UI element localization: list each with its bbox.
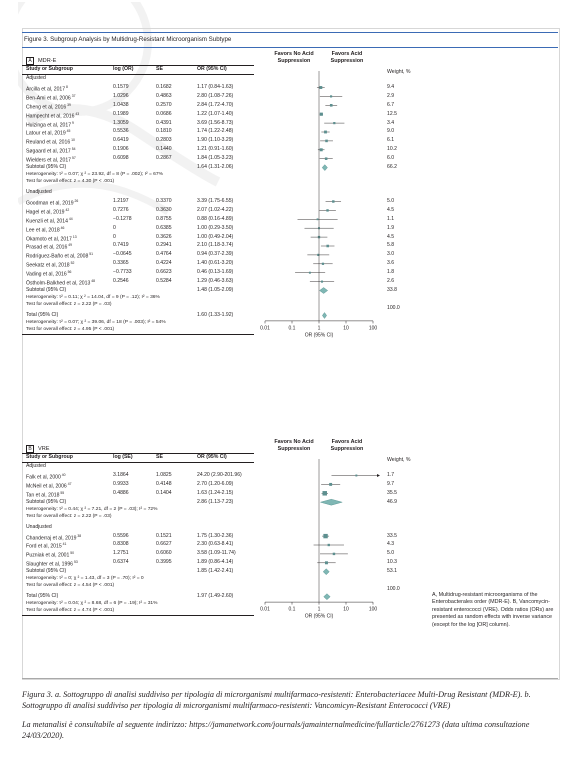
reference-number: 42 (64, 207, 70, 212)
reference-number: 43 (74, 111, 80, 116)
subtotal-label: Subtotal (95% CI) (26, 286, 67, 293)
effect-value: 0.1906 (113, 146, 129, 153)
reference-number: 45 (65, 129, 71, 134)
se-value: 0.2941 (156, 242, 172, 249)
reference-number: 53 (73, 560, 78, 565)
or-ci-value: 1.00 (0.49-2.04) (197, 233, 234, 240)
se-value: 0.6627 (156, 541, 172, 548)
reference-number: 52 (69, 261, 75, 266)
or-ci-value: 2.10 (1.18-3.74) (197, 242, 234, 249)
study-label: McNeil et al, 2006 (26, 483, 67, 490)
effect-value: 0.8308 (113, 541, 129, 548)
or-ci-value: 0.94 (0.37-2.39) (197, 251, 234, 258)
se-value: 1.0825 (156, 471, 172, 478)
reference-number: 44 (67, 216, 73, 221)
reference-number: 54 (70, 147, 76, 152)
or-ci-value: 1.22 (1.07-1.40) (197, 110, 234, 117)
weight-value: 9.7 (387, 480, 395, 487)
ci-arrow (377, 474, 380, 477)
or-ci-value: 0.46 (0.13-1.69) (197, 269, 234, 276)
se-value: 0.1404 (156, 489, 172, 496)
weight-value: 35.5 (387, 489, 397, 496)
weight-value: 1.7 (387, 471, 395, 478)
weight-value: 10.2 (387, 146, 397, 153)
or-ci-value: 2.30 (0.63-8.41) (197, 541, 234, 548)
reference-number: 46 (59, 225, 65, 230)
figure-caption-italian (22, 690, 562, 741)
total-overall-effect: Test for overall effect: z = 4.95 (P < .001) (26, 326, 115, 332)
group-label: Adjusted (26, 463, 46, 469)
study-label: Hagel et al, 2019 (26, 209, 65, 216)
effect-marker (326, 209, 328, 211)
total-weight: 100.0 (387, 586, 400, 593)
weight-column-header: Weight, % (387, 69, 411, 75)
effect-value: 0.6098 (113, 155, 129, 162)
se-value: 0.4391 (156, 119, 172, 126)
study-label: Rodríguez-Baño et al, 2008 (26, 253, 89, 260)
weight-value: 3.4 (387, 119, 395, 126)
or-ci-value: 1.90 (1.10-3.29) (197, 137, 234, 144)
subtotal-weight: 53.1 (387, 568, 397, 575)
reference-number: 39 (66, 102, 71, 107)
subtotal-ci: 2.86 (1.13-7.23) (197, 498, 234, 505)
total-weight: 100.0 (387, 304, 400, 311)
weight-value: 12.5 (387, 110, 397, 117)
overall-effect-test: Test for overall effect: z = 2.22 (P = .03) (26, 301, 112, 307)
or-ci-value: 1.89 (0.86-4.14) (197, 559, 234, 566)
weight-value: 1.8 (387, 269, 395, 276)
se-value: 0.1810 (156, 128, 172, 135)
effect-value: 0.7276 (113, 206, 129, 213)
effect-marker (328, 544, 330, 546)
favors-acid-label: Favors Acid Suppression (330, 439, 364, 452)
favors-no-acid-label: Favors No Acid Suppression (274, 51, 314, 64)
heterogeneity-stat: Heterogeneity: τ² = 0.11; χ ² = 14.04, df = 9 (P = .12); I² = 36% (26, 294, 160, 300)
se-value: 0.8755 (156, 215, 172, 222)
study-label: Wielders et al, 2017 (26, 157, 72, 164)
or-ci-value: 3.69 (1.56-8.73) (197, 119, 234, 126)
reference-number: 51 (88, 252, 94, 257)
subtotal-label: Subtotal (95% CI) (26, 164, 67, 170)
pooled-diamond (323, 569, 329, 575)
effect-marker (324, 131, 327, 134)
pooled-diamond (320, 499, 342, 505)
x-tick-label: 100 (368, 325, 378, 332)
weight-value: 10.3 (387, 559, 397, 566)
x-tick-label: 10 (343, 325, 349, 332)
group-label: Unadjusted (26, 523, 52, 530)
total-heterogeneity: Heterogeneity: τ² = 0.07; χ ² = 39.06, df = 18 (P = .003); I² = 54% (26, 319, 166, 325)
reference-number: 48 (90, 279, 95, 283)
total-overall-effect: Test for overall effect: z = 4.74 (P < .001) (26, 608, 115, 614)
effect-value: 0.5596 (113, 532, 129, 539)
heterogeneity-stat: Heterogeneity: τ² = 0.44; χ ² = 7.21, df = 2 (P = .03); I² = 72% (26, 506, 158, 512)
effect-value: 0.7419 (113, 242, 129, 249)
subtotal-ci: 1.85 (1.42-2.41) (197, 568, 234, 575)
effect-marker (320, 148, 323, 151)
weight-value: 2.9 (387, 92, 395, 99)
effect-marker (333, 122, 335, 124)
weight-value: 9.0 (387, 128, 395, 135)
effect-value: 1.0438 (113, 101, 129, 108)
study-label: Kuenzli et al, 2014 (26, 218, 68, 225)
effect-value: 0.4886 (113, 489, 129, 496)
effect-value: 0.2546 (113, 278, 129, 284)
weight-value: 6.1 (387, 137, 395, 144)
x-tick-label: 10 (343, 606, 349, 613)
figure-title: Figure 3. Subgroup Analysis by Multidrug-Resistant Microorganism Subtype (24, 36, 232, 43)
effect-value: 0.3365 (113, 260, 129, 267)
effect-value: −0.0645 (113, 251, 132, 258)
total-label: Total (95% CI) (26, 311, 59, 318)
effect-value: 1.0296 (113, 92, 129, 99)
or-ci-value: 2.70 (1.20-6.09) (197, 480, 234, 487)
or-ci-value: 1.74 (1.22-2.48) (197, 128, 234, 135)
se-value: 0.3995 (156, 559, 172, 566)
reference-number: 10 (70, 138, 75, 143)
total-heterogeneity: Heterogeneity: τ² = 0.04; χ ² = 8.68, df = 6 (P = .19); I² = 31% (26, 601, 158, 607)
subtotal-ci: 1.48 (1.05-2.09) (197, 286, 234, 293)
effect-marker (319, 86, 322, 89)
weight-value: 4.5 (387, 233, 395, 240)
weight-value: 5.8 (387, 242, 395, 249)
reference-number: 41 (61, 542, 67, 547)
effect-marker (329, 483, 332, 486)
x-tick-label: 0.01 (260, 325, 270, 332)
study-label: Latour et al, 2019 (26, 131, 66, 138)
effect-value: 1.2751 (113, 550, 129, 557)
effect-value: −0.7733 (113, 269, 132, 276)
weight-value: 1.9 (387, 224, 395, 231)
reference-number: 8 (65, 84, 68, 89)
reference-number: 55 (59, 490, 65, 495)
reference-number: 50 (69, 551, 75, 556)
reference-number: 49 (67, 243, 73, 248)
reference-number: 47 (66, 481, 72, 486)
subtotal-label: Subtotal (95% CI) (26, 498, 67, 505)
effect-value: 0.9933 (113, 480, 129, 487)
se-value: 0.6385 (156, 224, 172, 231)
pooled-diamond (322, 165, 327, 171)
panel-name: VRE (38, 446, 50, 452)
subtotal-ci: 1.64 (1.31-2.06) (197, 164, 234, 170)
study-label: Puzniak et al, 2001 (26, 552, 70, 559)
se-value: 0.5284 (156, 278, 172, 284)
overall-effect-test: Test for overall effect: z = 2.22 (P = .03) (26, 513, 112, 519)
weight-column-header: Weight, % (387, 457, 411, 463)
caption-rule (22, 678, 558, 679)
effect-marker (326, 245, 329, 248)
study-column-header: Study or Subgroup (26, 66, 73, 72)
x-axis-label: OR (95% CI) (304, 613, 334, 620)
effect-marker (323, 534, 327, 538)
effect-marker (321, 281, 323, 283)
group-label: Adjusted (26, 75, 46, 81)
study-label: Seekatz et al, 2018 (26, 262, 70, 269)
panel-letter: A (26, 57, 34, 65)
weight-value: 6.0 (387, 155, 395, 162)
effect-marker (325, 157, 328, 160)
se-value: 0.0686 (156, 110, 172, 117)
effect-value: 1.2197 (113, 197, 129, 204)
se-value: 0.4863 (156, 92, 172, 99)
se-value: 0.3626 (156, 233, 172, 240)
overall-effect-test: Test for overall effect: z = 4.54 (P < .001) (26, 583, 115, 589)
x-tick-label: 0.01 (260, 606, 270, 613)
se-value: 0.3630 (156, 206, 172, 213)
se-value: 0.1682 (156, 83, 172, 90)
effect-marker (317, 218, 319, 220)
effect-value: 0 (113, 224, 116, 231)
subtotal-weight: 33.8 (387, 286, 397, 293)
study-label: Vading et al, 2016 (26, 271, 67, 278)
or-ci-value: 1.21 (0.91-1.60) (197, 146, 234, 153)
favors-acid-label: Favors Acid Suppression (330, 51, 364, 64)
reference-number: 13 (71, 234, 77, 239)
effect-marker (322, 491, 326, 495)
effect-value: 1.3059 (113, 119, 129, 126)
study-label: Falk et al, 2000 (26, 474, 61, 481)
or-column-header: OR (95% CI) (197, 66, 227, 72)
study-label: Tan et al, 2018 (26, 492, 60, 499)
subtotal-label: Subtotal (95% CI) (26, 568, 67, 575)
subtotal-weight: 66.2 (387, 164, 397, 170)
study-label: Ford et al, 2015 (26, 544, 62, 551)
study-label: Slaughter et al, 1996 (26, 561, 74, 568)
study-label: Goodman et al, 2019 (26, 200, 74, 207)
side-caption: A, Multidrug-resistant microorganisms of the Enterobacterales order (MDR-E). B, Vancomycin-resistant enterococci (VRE). Odds ratios (ORs) are presented as random effects with inverse variance (except for the log [OR] column). (432, 592, 554, 628)
heterogeneity-stat: Heterogeneity: τ² = 0; χ ² = 1.43, df = 3 (P = .70); I² = 0 (26, 576, 144, 582)
study-label: Lee et al, 2018 (26, 227, 60, 234)
panel-name: MDR-E (38, 58, 57, 64)
x-axis-label: OR (95% CI) (304, 332, 334, 339)
x-tick-label: 1 (317, 606, 321, 613)
effect-marker (330, 104, 333, 107)
reference-number: 56 (66, 270, 72, 275)
effect-value: 0.1989 (113, 110, 129, 117)
study-column-header: Study or Subgroup (26, 454, 73, 460)
or-ci-value: 3.39 (1.75-6.55) (197, 197, 234, 204)
weight-value: 9.4 (387, 83, 395, 90)
effect-marker (332, 200, 334, 202)
effect-marker (325, 140, 328, 143)
overall-effect-test: Test for overall effect: z = 4.30 (P < .001) (26, 179, 115, 184)
or-ci-value: 1.17 (0.84-1.63) (197, 83, 234, 90)
study-label: Søgaard et al, 2017 (26, 148, 71, 155)
or-ci-value: 24.20 (2.90-201.96) (197, 471, 242, 478)
effect-marker (355, 475, 357, 477)
study-label: Huizinga et al, 2017 (26, 122, 72, 129)
group-label: Unadjusted (26, 189, 52, 195)
se-value: 0.1521 (156, 532, 172, 539)
x-tick-label: 0.1 (288, 606, 296, 613)
total-ci: 1.97 (1.49-2.60) (197, 593, 234, 600)
or-ci-value: 1.63 (1.24-2.15) (197, 489, 234, 496)
se-value: 0.4764 (156, 251, 172, 258)
effect-marker (333, 553, 335, 555)
effect-marker (309, 272, 311, 274)
effect-value: 3.1864 (113, 471, 129, 478)
se-value: 0.4148 (156, 480, 172, 487)
effect-marker (330, 95, 332, 97)
or-ci-value: 1.84 (1.05-3.23) (197, 155, 234, 162)
study-label: Prasad et al, 2016 (26, 245, 68, 252)
se-value: 0.4224 (156, 260, 172, 267)
effect-marker (322, 263, 324, 265)
x-tick-label: 100 (368, 606, 378, 613)
x-tick-label: 0.1 (288, 325, 296, 332)
se-column-header: SE (156, 454, 163, 460)
se-value: 0.2867 (156, 155, 172, 162)
or-ci-value: 1.00 (0.29-3.50) (197, 224, 234, 231)
panel-letter: B (26, 445, 34, 453)
effect-value: 0.1579 (113, 83, 129, 90)
reference-number: 37 (70, 93, 76, 98)
reference-number: 40 (60, 472, 66, 477)
heterogeneity-stat: Heterogeneity: τ² = 0.07; χ ² = 23.92, df = 8 (P = .002); I² = 67% (26, 172, 163, 177)
weight-value: 4.3 (387, 541, 395, 548)
study-label: Okamoto et al, 2017 (26, 236, 72, 243)
or-ci-value: 2.07 (1.02-4.22) (197, 206, 234, 213)
weight-value: 6.7 (387, 101, 395, 108)
effect-value: 0.6374 (113, 559, 129, 566)
or-ci-value: 0.88 (0.16-4.89) (197, 215, 234, 222)
se-value: 0.6623 (156, 269, 172, 276)
weight-value: 5.0 (387, 197, 395, 204)
effect-marker (320, 113, 323, 116)
or-ci-value: 2.84 (1.72-4.70) (197, 101, 234, 108)
italian-caption-text: Figura 3. a. Sottogruppo di analisi suddiviso per tipologia di microrganismi multifarmaco-resistenti: Enterobacteriacee Multi-Drug Resistant (MDR-E). b. Sottogruppo di analisi suddiviso per tipologia di microrganismi multifarmaco-resistenti: Vancomicyn-Resistant Enterococci (VRE) (22, 690, 531, 710)
weight-value: 3.0 (387, 251, 395, 258)
or-column-header: OR (95% CI) (197, 454, 227, 460)
weight-value: 2.6 (387, 278, 395, 284)
or-ci-value: 1.29 (0.46-3.63) (197, 278, 234, 284)
effect-column-header: log (SE) (113, 454, 133, 460)
study-label: Cheng et al, 2016 (26, 104, 67, 111)
weight-value: 3.6 (387, 260, 395, 267)
reference-number: 9 (71, 120, 74, 125)
weight-value: 4.5 (387, 206, 395, 213)
weight-value: 5.0 (387, 550, 395, 557)
se-value: 0.1440 (156, 146, 172, 153)
effect-value: −0.1278 (113, 215, 132, 222)
effect-value: 0 (113, 233, 116, 240)
or-ci-value: 2.80 (1.08-7.26) (197, 92, 234, 99)
total-label: Total (95% CI) (26, 593, 59, 600)
weight-value: 33.5 (387, 532, 397, 539)
total-ci: 1.60 (1.33-1.92) (197, 311, 234, 318)
study-label: Arcilla et al, 2017 (26, 86, 66, 93)
study-label: Ben-Ami et al, 2006 (26, 95, 71, 102)
study-label: Chanderraj et al, 2019 (26, 535, 77, 542)
or-ci-value: 1.75 (1.30-2.36) (197, 532, 234, 539)
x-tick-label: 1 (317, 325, 321, 332)
pooled-diamond (322, 313, 326, 319)
favors-no-acid-label: Favors No Acid Suppression (274, 439, 314, 452)
se-column-header: SE (156, 66, 163, 72)
pooled-diamond (320, 288, 328, 294)
reference-number: 38 (76, 533, 82, 538)
source-note: La metanalisi è consultabile al seguente indirizzo: https://jamanetwork.com/journals/jamainternalmedicine/fullarticle/2761273 (data ultima consultazione 24/03/2020). (22, 720, 530, 740)
reference-number: 26 (73, 198, 79, 203)
pooled-diamond (324, 594, 331, 600)
or-ci-value: 1.40 (0.61-3.20) (197, 260, 234, 267)
se-value: 0.3370 (156, 197, 172, 204)
study-label: Östholm-Balkhed et al, 2013 (26, 280, 91, 287)
weight-value: 1.1 (387, 215, 395, 222)
effect-value: 0.6419 (113, 137, 129, 144)
reference-number: 57 (71, 156, 76, 161)
effect-column-header: log (OR) (113, 66, 134, 72)
se-value: 0.6060 (156, 550, 172, 557)
se-value: 0.2570 (156, 101, 172, 108)
study-label: Reuland et al, 2016 (26, 139, 71, 146)
effect-marker (325, 561, 328, 564)
or-ci-value: 3.58 (1.09-11.74) (197, 550, 236, 557)
se-value: 0.2803 (156, 137, 172, 144)
effect-value: 0.5536 (113, 128, 129, 135)
study-label: Hampecht et al, 2016 (26, 113, 75, 120)
subtotal-weight: 46.9 (387, 498, 397, 505)
